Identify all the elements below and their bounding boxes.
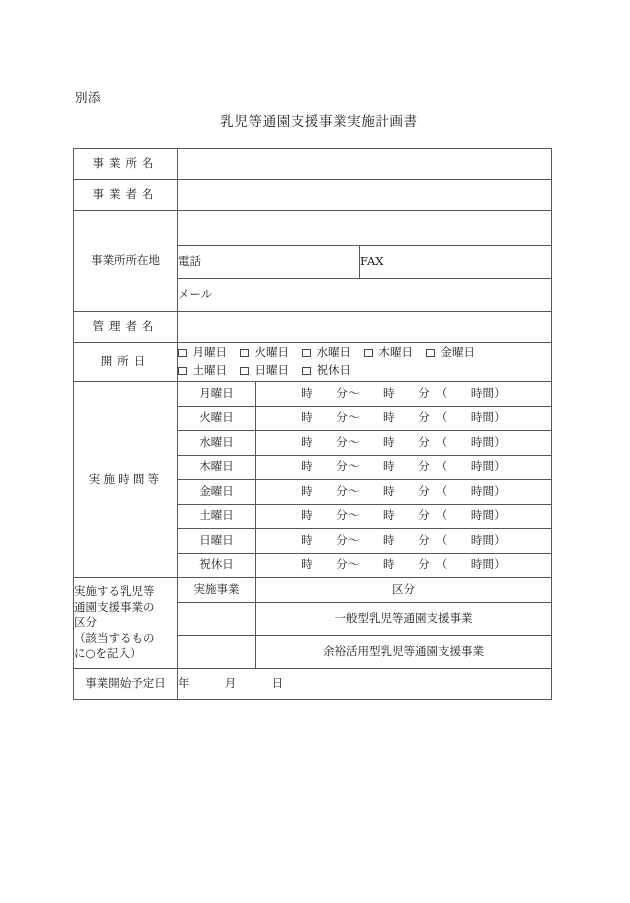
checkbox-item-wednesday[interactable] (302, 344, 351, 362)
hours-time-field[interactable] (256, 455, 552, 480)
classification-option-name: 余裕活用型乳児等通園支援事業 (256, 636, 552, 669)
start-date-label: 事業開始予定日 (74, 669, 178, 700)
classification-label-line: 実施する乳児等 (74, 584, 155, 599)
office-name-field[interactable] (178, 149, 552, 180)
implementation-plan-form (73, 148, 552, 700)
open-days-line-1 (178, 344, 551, 362)
hours-day-label: 金曜日 (178, 480, 256, 505)
checkbox-item-friday[interactable] (426, 344, 475, 362)
hours-time-field[interactable] (256, 504, 552, 529)
classification-label-line: （該当するもの (74, 630, 155, 645)
open-days-line-2 (178, 362, 551, 380)
manager-name-field[interactable] (178, 312, 552, 343)
office-name-label: 事業所名 (74, 149, 178, 180)
classification-label-line: に○を記入） (74, 646, 142, 661)
hours-time-text: 時 分〜 時 分 （ 時間） (301, 483, 506, 498)
checkbox-label: 日曜日 (254, 363, 289, 377)
hours-day-label: 日曜日 (178, 529, 256, 554)
operator-name-label: 事業者名 (74, 180, 178, 211)
classification-label-line: 通園支援事業の (74, 599, 155, 614)
phone-field[interactable]: 電話 (178, 246, 360, 279)
hours-time-field[interactable] (256, 382, 552, 407)
hours-time-text: 時 分〜 時 分 （ 時間） (301, 532, 506, 547)
checkbox-item-sunday[interactable] (240, 362, 289, 380)
checkbox-icon[interactable] (240, 367, 249, 376)
checkbox-item-thursday[interactable] (364, 344, 413, 362)
table-row-operator-name (74, 180, 552, 211)
table-row-hours-monday (74, 382, 552, 407)
hours-time-field[interactable] (256, 529, 552, 554)
checkbox-icon[interactable] (240, 349, 249, 358)
start-date-field[interactable] (178, 669, 552, 700)
checkbox-label: 土曜日 (192, 363, 227, 377)
classification-label (74, 578, 178, 669)
table-row-address (74, 211, 552, 246)
table-row-open-days (74, 343, 552, 382)
checkbox-item-monday[interactable] (178, 344, 227, 362)
operator-name-field[interactable] (178, 180, 552, 211)
hours-time-text: 時 分〜 時 分 （ 時間） (301, 508, 506, 523)
table-row-classification-header (74, 578, 552, 603)
hours-day-label: 月曜日 (178, 382, 256, 407)
hours-day-label: 土曜日 (178, 504, 256, 529)
checkbox-icon[interactable] (178, 367, 187, 376)
open-days-checkbox-group (178, 343, 552, 382)
hours-time-text: 時 分〜 時 分 （ 時間） (301, 410, 506, 425)
address-field[interactable] (178, 211, 552, 246)
checkbox-label: 火曜日 (254, 345, 289, 360)
open-days-label: 開所日 (74, 343, 178, 382)
column-header-kubun: 区分 (256, 578, 552, 603)
hours-time-field[interactable] (256, 553, 552, 578)
hours-time-field[interactable] (256, 480, 552, 505)
checkbox-icon[interactable] (178, 349, 187, 358)
hours-day-label: 水曜日 (178, 431, 256, 456)
hours-day-label: 火曜日 (178, 406, 256, 431)
classification-mark-field[interactable] (178, 603, 256, 636)
checkbox-label: 祝休日 (316, 363, 351, 377)
hours-time-text: 時 分〜 時 分 （ 時間） (301, 434, 506, 449)
hours-time-field[interactable] (256, 406, 552, 431)
classification-mark-field[interactable] (178, 636, 256, 669)
checkbox-icon[interactable] (302, 349, 311, 358)
checkbox-item-holiday[interactable] (302, 362, 351, 380)
hours-time-text: 時 分〜 時 分 （ 時間） (301, 385, 506, 400)
checkbox-item-saturday[interactable] (178, 362, 227, 380)
page-title: 乳児等通園支援事業実施計画書 (220, 114, 418, 130)
checkbox-label: 金曜日 (440, 345, 475, 360)
table-row-start-date (74, 669, 552, 700)
checkbox-label: 月曜日 (192, 345, 227, 360)
checkbox-item-tuesday[interactable] (240, 344, 289, 362)
hours-time-text: 時 分〜 時 分 （ 時間） (301, 557, 506, 572)
checkbox-icon[interactable] (302, 367, 311, 376)
manager-name-label: 管理者名 (74, 312, 178, 343)
classification-option-name: 一般型乳児等通園支援事業 (256, 603, 552, 636)
attachment-label: 別添 (75, 90, 102, 105)
checkbox-label: 水曜日 (316, 345, 351, 360)
table-row-manager-name (74, 312, 552, 343)
table-row-office-name (74, 149, 552, 180)
hours-time-text: 時 分〜 時 分 （ 時間） (301, 459, 506, 474)
hours-time-field[interactable] (256, 431, 552, 456)
checkbox-label: 木曜日 (378, 345, 413, 360)
hours-day-label: 祝休日 (178, 553, 256, 578)
hours-day-label: 木曜日 (178, 455, 256, 480)
checkbox-icon[interactable] (426, 349, 435, 358)
classification-label-line: 区分 (74, 615, 97, 630)
checkbox-icon[interactable] (364, 349, 373, 358)
address-label: 事業所所在地 (74, 211, 178, 312)
hours-label: 実施時間等 (74, 382, 178, 578)
start-date-text: 年 月 日 (178, 676, 284, 691)
fax-field[interactable]: FAX (360, 246, 552, 279)
column-header-jigyo: 実施事業 (178, 578, 256, 603)
mail-field[interactable]: メール (178, 279, 552, 312)
